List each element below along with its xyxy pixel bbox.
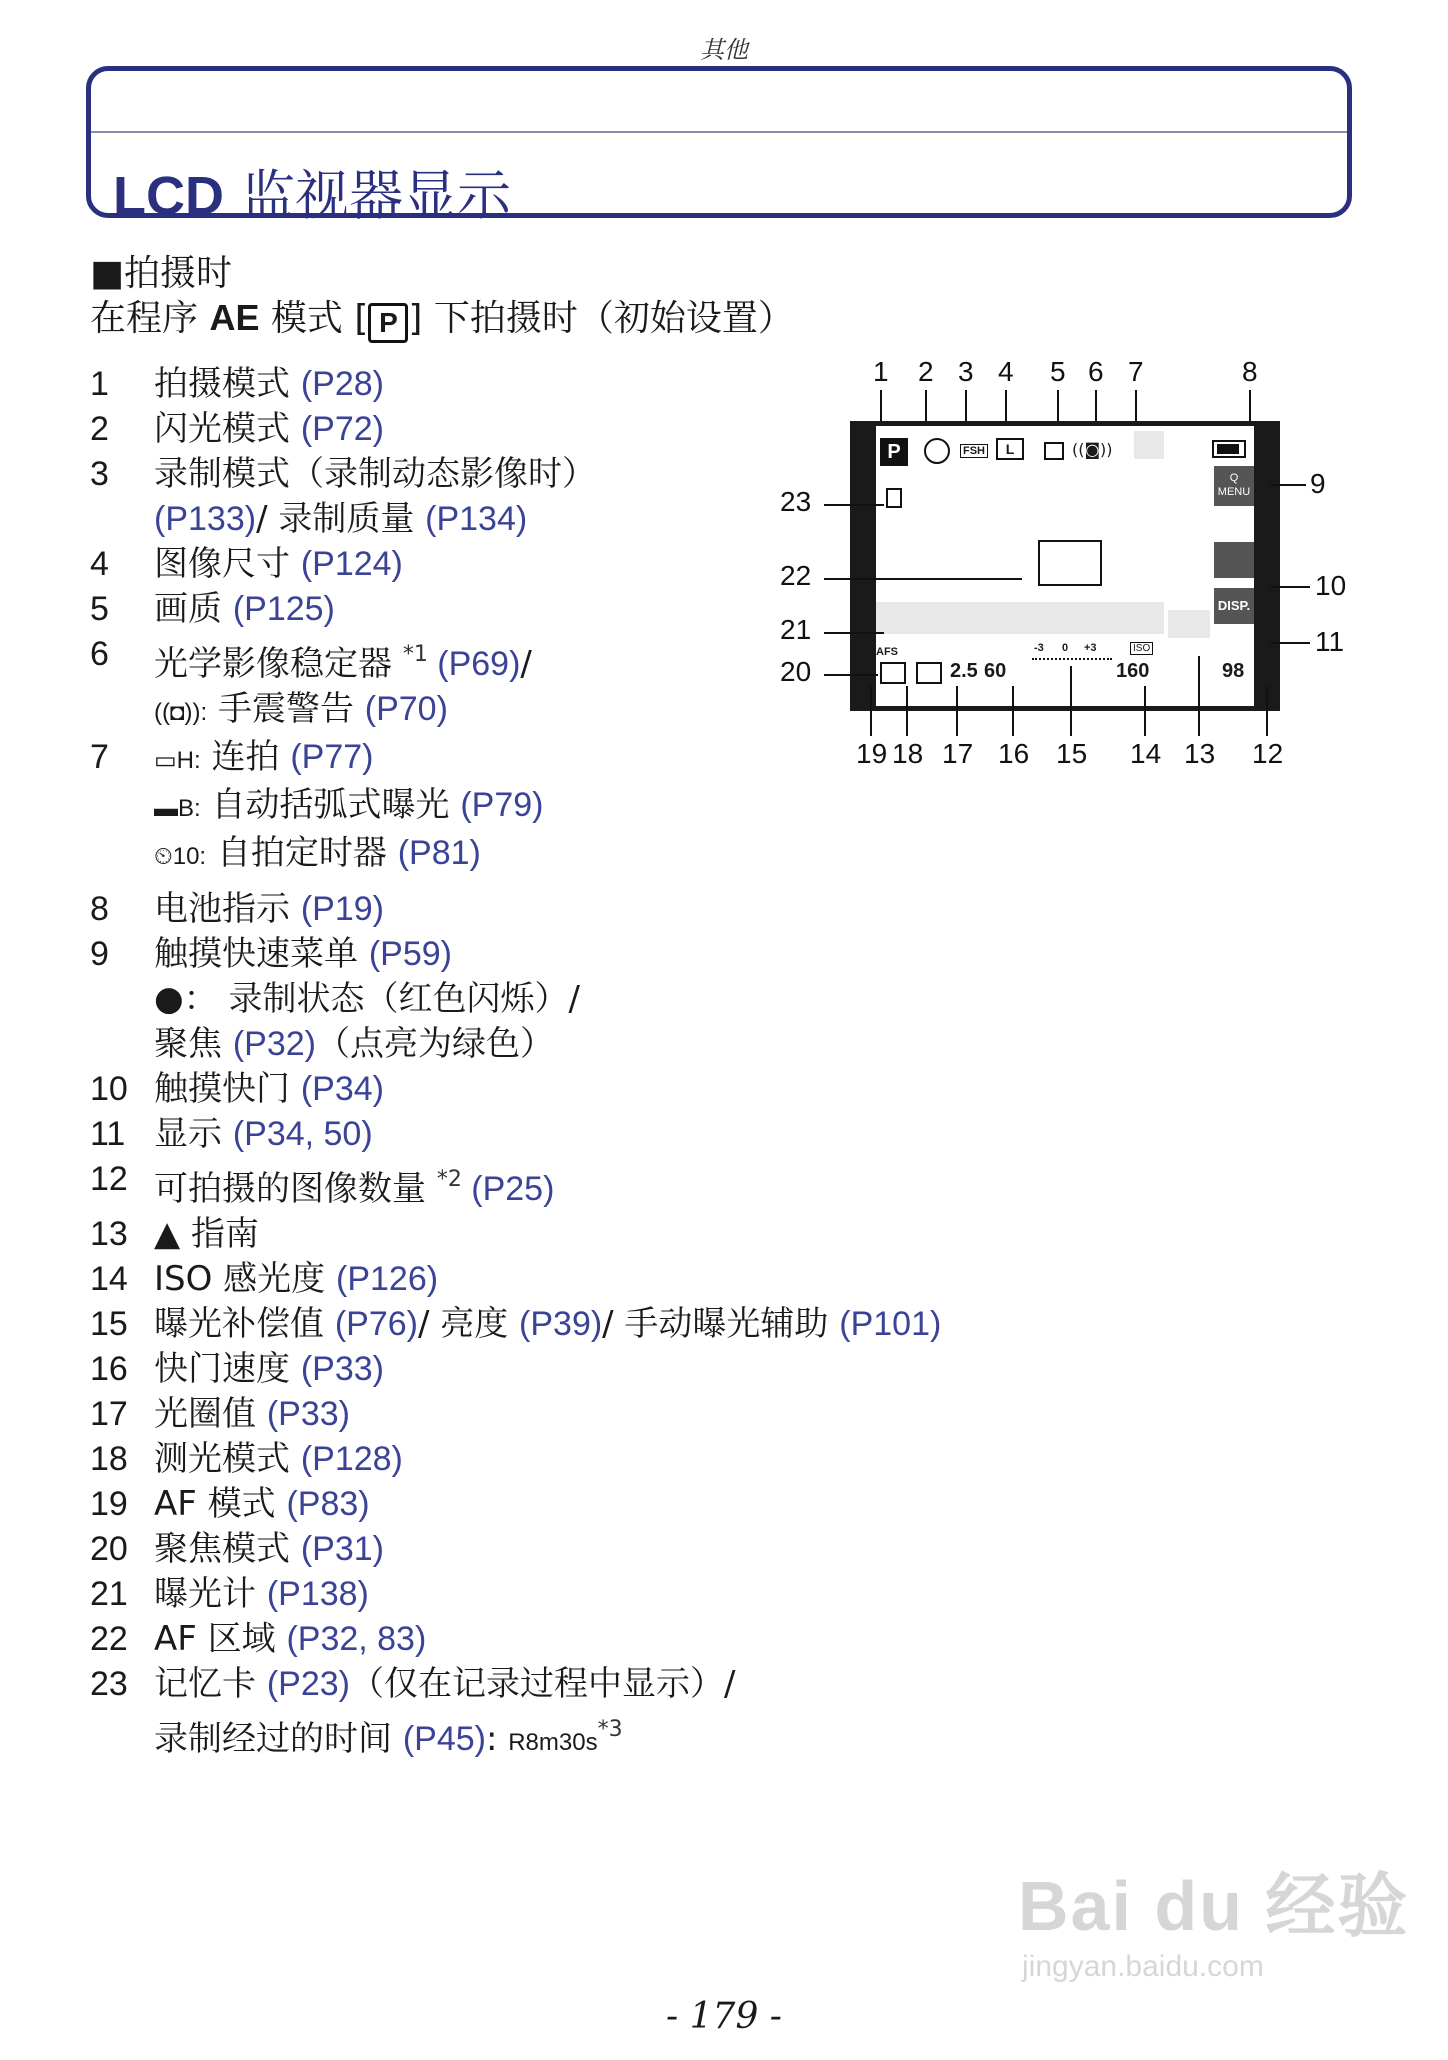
battery-icon [1212,440,1246,458]
list-item [90,1662,1090,1765]
page-ref-link[interactable]: (P32) [232,1025,316,1063]
quality-icon [1044,442,1064,460]
leader-line [1270,642,1310,644]
page-ref-link[interactable]: (P128) [300,1440,403,1478]
diagram-label: 9 [1310,468,1326,499]
page-ref-link[interactable]: (P25) [461,1170,555,1208]
diagram-label: 1 [873,356,889,387]
title-box [86,66,1352,227]
afs-icon: AFS [876,646,898,658]
page-ref-link[interactable]: (P31) [300,1530,384,1568]
qmenu-label: MENU [1217,486,1251,498]
diagram-label: 2 [918,356,934,387]
page-title-prefix: LCD [113,166,224,226]
ev-zero: 0 [1062,642,1069,654]
item-number: 22 [90,1620,128,1658]
item-text: 自拍定时器 [206,833,398,873]
item-text: / 亮度 [417,1304,520,1344]
bracket-icon: ▬B: [154,795,201,822]
iso-box: ISO [1130,642,1153,655]
sub-ae: AE [209,297,260,338]
page-number: - 179 - [666,1996,782,2037]
item-text: 手震警告 [207,689,365,729]
diagram-label: 15 [1056,738,1088,769]
item-number: 17 [90,1395,128,1433]
list-item [90,1212,1090,1257]
item-number: 1 [90,365,109,403]
page-ref-link[interactable]: (P69) [427,645,521,683]
item-number: 10 [90,1070,128,1108]
leader-line [1012,686,1014,736]
page-ref-link[interactable]: (P34) [300,1070,384,1108]
quick-menu-button[interactable] [1214,466,1254,506]
diagram-label: 21 [780,614,812,645]
item-text: 可拍摄的图像数量 [154,1169,437,1209]
item-number: 19 [90,1485,128,1523]
page-ref-link[interactable]: (P77) [290,738,374,776]
list-item [90,1437,1090,1482]
item-number: 12 [90,1160,128,1198]
item-text: : [485,1719,509,1759]
leader-line [956,686,958,736]
page-ref-link[interactable]: (P83) [286,1485,370,1523]
item-text: / [520,644,532,684]
list-item [90,1482,1090,1527]
item-text: 画质 [154,589,233,629]
elapsed-time-sample: R8m30s [508,1729,598,1756]
leader-line [1070,666,1072,736]
page-ref-link[interactable]: (P59) [368,935,452,973]
item-number: 8 [90,890,109,928]
item-text: 曝光计 [154,1574,267,1614]
shake-warning-icon: ((◘)): [154,699,208,726]
page-ref-link[interactable]: (P133) [154,500,257,538]
item-text: （点亮为绿色） [315,1024,554,1064]
rec-mode-icon: P [880,438,908,466]
lcd-screen [850,421,1280,711]
page-ref-link[interactable]: (P45) [402,1720,486,1758]
item-text: 测光模式 [154,1439,301,1479]
diagram-label: 13 [1184,738,1216,769]
list-item [90,1112,1090,1157]
item-text: （仅在记录过程中显示）/ [349,1664,736,1704]
leader-line [824,674,878,676]
item-number: 2 [90,410,109,448]
item-text: 录制模式（录制动态影像时） [154,454,596,494]
iso-value: 160 [1116,660,1150,682]
item-number: 20 [90,1530,128,1568]
footnote-mark: *2 [436,1167,462,1192]
page-ref-link[interactable]: (P79) [460,786,544,824]
page-ref-link[interactable]: (P28) [300,365,384,403]
title-rule [91,131,1347,133]
page-ref-link[interactable]: (P19) [300,890,384,928]
ev-scale [1032,658,1112,662]
af-mode-icon [880,662,906,684]
metering-icon [916,662,942,684]
section-heading: ■拍摄时 [90,253,233,294]
ev-minus: -3 [1034,642,1044,654]
diagram-label: 7 [1128,356,1144,387]
item-number: 14 [90,1260,128,1298]
item-number: 21 [90,1575,128,1613]
item-text: ISO 感光度 [154,1259,336,1299]
page-ref-link[interactable]: (P70) [364,690,448,728]
aperture-value: 2.5 [950,660,978,682]
item-number: 7 [90,738,109,776]
diagram-label: 5 [1050,356,1066,387]
leader-line [1266,686,1268,736]
item-text: / 手动曝光辅助 [602,1304,840,1344]
list-item [90,1617,1090,1662]
leader-line [824,632,884,634]
page-ref-link[interactable]: (P34, 50) [232,1115,373,1153]
page-ref-link[interactable]: (P39) [519,1305,603,1343]
item-text: 拍摄模式 [154,364,301,404]
list-item [90,1302,1090,1347]
sub-pre: 在程序 [90,298,210,339]
item-number: 6 [90,635,109,673]
p-mode-icon: P [368,303,408,343]
item-number: 15 [90,1305,128,1343]
leader-line [1144,686,1146,736]
self-timer-icon: ⏲10: [154,843,207,870]
item-text: 光圈值 [154,1394,267,1434]
flash-off-icon [924,438,950,464]
page-ref-link[interactable]: (P101) [839,1305,942,1343]
remaining-shots: 98 [1222,660,1245,682]
leader-line [824,504,884,506]
list-item [90,1572,1090,1617]
item-text: 录制经过的时间 [154,1719,403,1759]
item-text: 电池指示 [154,889,301,929]
stabilizer-icon: ((◙)) [1072,440,1113,459]
lcd-diagram [770,356,1370,776]
leader-line [824,578,1022,580]
item-text: 显示 [154,1114,233,1154]
item-text: 记忆卡 [154,1664,267,1704]
disp-button[interactable]: DISP. [1214,588,1254,624]
diagram-label: 10 [1315,570,1347,601]
item-text: ▲ 指南 [154,1214,259,1254]
diagram-label: 17 [942,738,974,769]
item-number: 9 [90,935,109,973]
item-text: AF 区域 [154,1619,287,1659]
page-ref-link[interactable]: (P124) [300,545,403,583]
diagram-label: 8 [1242,356,1258,387]
list-item [90,1157,1090,1212]
list-item [90,1067,1090,1112]
page-ref-link[interactable]: (P33) [266,1395,350,1433]
page-ref-link[interactable]: (P138) [266,1575,369,1613]
diagram-label: 18 [892,738,924,769]
card-icon [886,488,902,508]
diagram-label: 11 [1315,626,1345,657]
af-area-frame [1038,540,1102,586]
item-number: 13 [90,1215,128,1253]
diagram-label: 23 [780,486,812,517]
list-item [90,1527,1090,1572]
sub-mid: 模式 [ [259,298,369,339]
item-text: 光学影像稳定器 [154,644,403,684]
item-text: / 录制质量 [256,499,426,539]
page-ref-link[interactable]: (P134) [425,500,528,538]
item-text: 连拍 [200,737,291,777]
page-title-rest: 监视器显示 [223,164,512,227]
page-ref-link[interactable]: (P23) [266,1665,350,1703]
page-ref-link[interactable]: (P33) [300,1350,384,1388]
item-text: 触摸快速菜单 [154,934,369,974]
page-ref-link[interactable]: (P32, 83) [286,1620,427,1658]
page-ref-link[interactable]: (P125) [232,590,335,628]
burst-icon: ▭H: [154,747,201,774]
diagram-label: 14 [1130,738,1162,769]
list-item [90,1347,1090,1392]
item-text: ●： 录制状态（红色闪烁）/ [154,979,580,1019]
diagram-label: 16 [998,738,1030,769]
shutter-value: 60 [984,660,1007,682]
diagram-label: 22 [780,560,812,591]
item-text: 触摸快门 [154,1069,301,1109]
guide-box [1168,610,1210,638]
footnote-mark: *3 [597,1717,623,1742]
item-text: AF 模式 [154,1484,287,1524]
item-number: 16 [90,1350,128,1388]
movie-quality-icon: FSH [960,444,988,458]
item-number: 5 [90,590,109,628]
leader-line [1198,656,1200,736]
watermark-url: jingyan.baidu.com [1022,1950,1264,1983]
item-text: 快门速度 [154,1349,301,1389]
item-number: 3 [90,455,109,493]
item-text: 聚焦 [154,1024,233,1064]
diagram-label: 3 [958,356,974,387]
list-item [90,887,1090,932]
list-item [90,1392,1090,1437]
diagram-label: 12 [1252,738,1284,769]
leader-line [906,686,908,736]
touch-shutter-icon[interactable] [1214,542,1254,578]
drive-mode-box [1134,431,1164,459]
item-number: 4 [90,545,109,583]
leader-line [1270,586,1310,588]
item-text: 闪光模式 [154,409,301,449]
list-item [90,1257,1090,1302]
sub-post: ] 下拍摄时（初始设置） [408,298,794,339]
diagram-label: 4 [998,356,1014,387]
page-ref-link[interactable]: (P76) [334,1305,418,1343]
watermark-logo: Bai du 经验 [1018,1867,1410,1945]
item-text: 自动括弧式曝光 [200,785,461,825]
page-ref-link[interactable]: (P72) [300,410,384,448]
item-text: 曝光补偿值 [154,1304,335,1344]
leader-line [870,686,872,736]
page-title [113,153,511,230]
footnote-mark: *1 [402,642,428,667]
qmenu-q: Q [1229,472,1239,484]
page-ref-link[interactable]: (P126) [336,1260,439,1298]
item-number: 23 [90,1665,128,1703]
picture-size-icon: L [996,438,1024,460]
leader-line [1270,484,1306,486]
ev-plus: +3 [1084,642,1097,654]
item-text: 聚焦模式 [154,1529,301,1569]
item-number: 11 [90,1115,126,1153]
header-category: 其他 [700,36,748,64]
exposure-meter [876,602,1164,634]
diagram-label: 6 [1088,356,1104,387]
item-text: 图像尺寸 [154,544,301,584]
section-subheading [90,290,794,343]
item-number: 18 [90,1440,128,1478]
diagram-label: 19 [856,738,888,769]
page-ref-link[interactable]: (P81) [397,834,481,872]
diagram-label: 20 [780,656,812,687]
list-item [90,932,1090,1067]
